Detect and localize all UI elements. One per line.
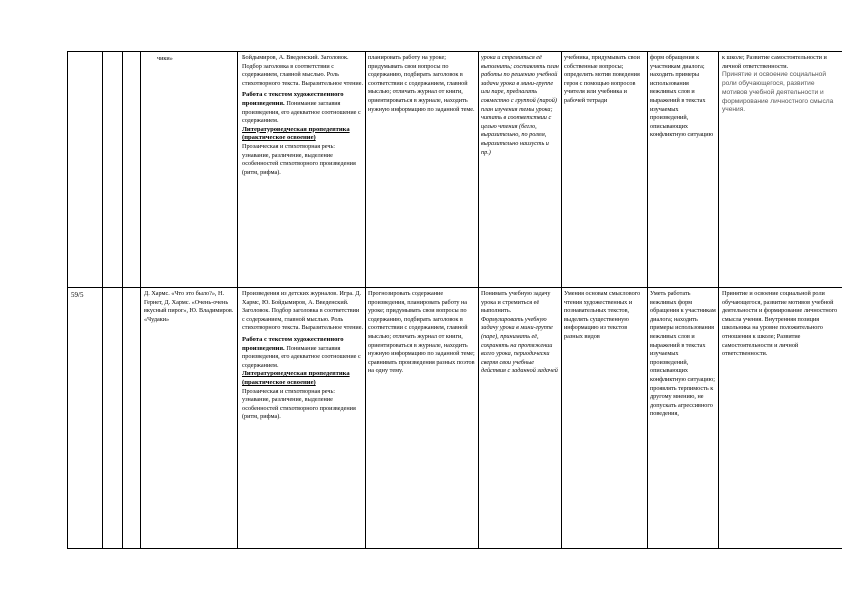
row2-personal-cell [722, 290, 840, 546]
row2-regulative-plain: Понимать учебную задачу урока и стремиться её выполнить. [481, 290, 551, 315]
row1-content-subheading: Литературоведческая пропедевтика (практическое освоение) [242, 125, 350, 142]
row2-topic-cell [144, 290, 235, 390]
col-line [102, 51, 103, 549]
row1-topic: чики» [157, 55, 173, 62]
row-divider [67, 287, 842, 288]
row1-communicative-cell [650, 54, 716, 286]
row1-topic-cell [157, 55, 235, 75]
lesson-number: 59/5 [71, 291, 84, 299]
col-line [647, 51, 648, 549]
col-line [67, 51, 68, 549]
col-line [122, 51, 123, 549]
row2-regulative: Формулировать учебную задачу урока в мини-группе (паре), принимать её, сохранять на протяжении всего урока, периодически сверяя свои учебные действия с заданной задачей [481, 315, 558, 375]
row1-content-heading: Работа с текстом художественного произведения. Понимание заглавия произведения, его адекватное соотношение с содержанием. [242, 91, 361, 125]
row2-regulative-cell [481, 290, 559, 546]
row1-personal-cell [722, 54, 840, 286]
col-line [718, 51, 719, 549]
row2-communicative: Уметь работать вежливых форм обращения к участникам диалога; находить примеры использования вежливых слов и выражений в текстах изучаемых произведений, описывающих конфликтную ситуацию; проявлять терпимость к другому мнению, не допускать агрессивного поведения, [650, 290, 716, 418]
row2-content-cell [242, 290, 363, 546]
row1-content-cell [242, 54, 363, 286]
col-line [561, 51, 562, 549]
row1-personal-gray: Принятие и освоение социальной роли обучающегося, развитие мотивов учебной деятельности и формирование личностного смысла учения. [722, 71, 834, 114]
row1-activities-cell [368, 54, 476, 286]
row2-content-subheading: Литературоведческая пропедевтика (практическое освоение) [242, 370, 350, 386]
row2-cognitive: Умения основам смыслового чтения художественных и познавательных текстов, выделять существенную информацию из текстов разных видов [564, 290, 641, 340]
col-line [478, 51, 479, 549]
row1-content-text: Прозаическая и стихотворная речь: узнавание, различение, выделение особенностей стихотворного произведения (ритм, рифма). [242, 142, 356, 176]
row1-communicative: форм обращения к участникам диалога; находить примеры использования вежливых слов и выражений в текстах изучаемых произведений, описывающих конфликтную ситуацию [650, 54, 714, 139]
row1-personal: к школе; Развитие самостоятельности и личной ответственности. [722, 54, 827, 70]
table-top-border [67, 51, 842, 52]
col-line [237, 51, 238, 549]
col-line [365, 51, 366, 549]
row2-topic: Д. Хармс. «Что это было?», Н. Гернет, Д. Хармс. «Очень-очень вкусный пирог», Ю. Владимиров. «Чудаки» [144, 290, 234, 323]
row2-content-text: Прозаическая и стихотворная речь: узнавание, различение, выделение особенностей стихотворного произведения (ритм, рифма). [242, 387, 356, 421]
row1-content-text: Бойдымиров, А. Введенский. Заголовок. Подбор заголовка в соответствии с содержанием, главной мыслью. Роль стихотворного текста. Выразительное чтение. [242, 54, 363, 87]
row1-regulative-cell [481, 54, 559, 286]
row1-cognitive-cell [564, 54, 645, 286]
row1-cognitive: учебника, придумывать свои собственные вопросы; определять мотив поведения героя с помощью вопросов учителя или учебника и рабочей тетради [564, 54, 640, 104]
row1-regulative: урока и стремиться её выполнить; составлять план работы по решению учебной задачи урока в мини-группе или паре, предлагать совместно с группой (парой) план изучения темы урока; читать в соответствии с целью чтения (бегло, выразительно, по ролям, выразительно наизусть и пр.) [481, 54, 559, 156]
row1-activities: планировать работу на уроке; придумывать свои вопросы по содержанию, подбирать заголовок в соответствии с содержанием, главной мыслью; отличать журнал от книги, ориентироваться в журнале, находить нужную информацию по заданной теме. [368, 54, 475, 113]
row2-activities-cell [368, 290, 476, 546]
table-bottom-border [67, 548, 842, 549]
row2-content-text: Произведения из детских журналов. Игра. Д. Хармс, Ю. Бойдымиров, А. Введенский. Заголовок. Подбор заголовка в соответствии с содержанием, главной мыслью. Роль стихотворного текста. Выразительное чтение. [242, 290, 363, 332]
row2-personal: Принятие и освоение социальной роли обучающегося, развитие мотивов учебной деятельности и формирование личностного смысла учения. Внутренняя позиция школьника на уровне положительного отношения к школе; Развитие самостоятельности и личной ответственности. [722, 290, 838, 358]
row2-activities: Прогнозировать содержание произведения, планировать работу на уроке; придумывать свои вопросы по содержанию, подбирать заголовок в соответствии с содержанием, главной мыслью; отличать журнал от книги, ориентироваться в журнале, находить нужную информацию по заданной теме; сравнивать произведения разных поэтов на одну тему. [368, 290, 475, 375]
col-line [140, 51, 141, 549]
row2-lesson-number-cell [71, 291, 101, 305]
row2-communicative-cell [650, 290, 716, 546]
row2-content-heading: Работа с текстом художественного произведения. Понимание заглавия произведения, его адекватное соотношение с содержанием. [242, 335, 361, 369]
row2-cognitive-cell [564, 290, 645, 546]
